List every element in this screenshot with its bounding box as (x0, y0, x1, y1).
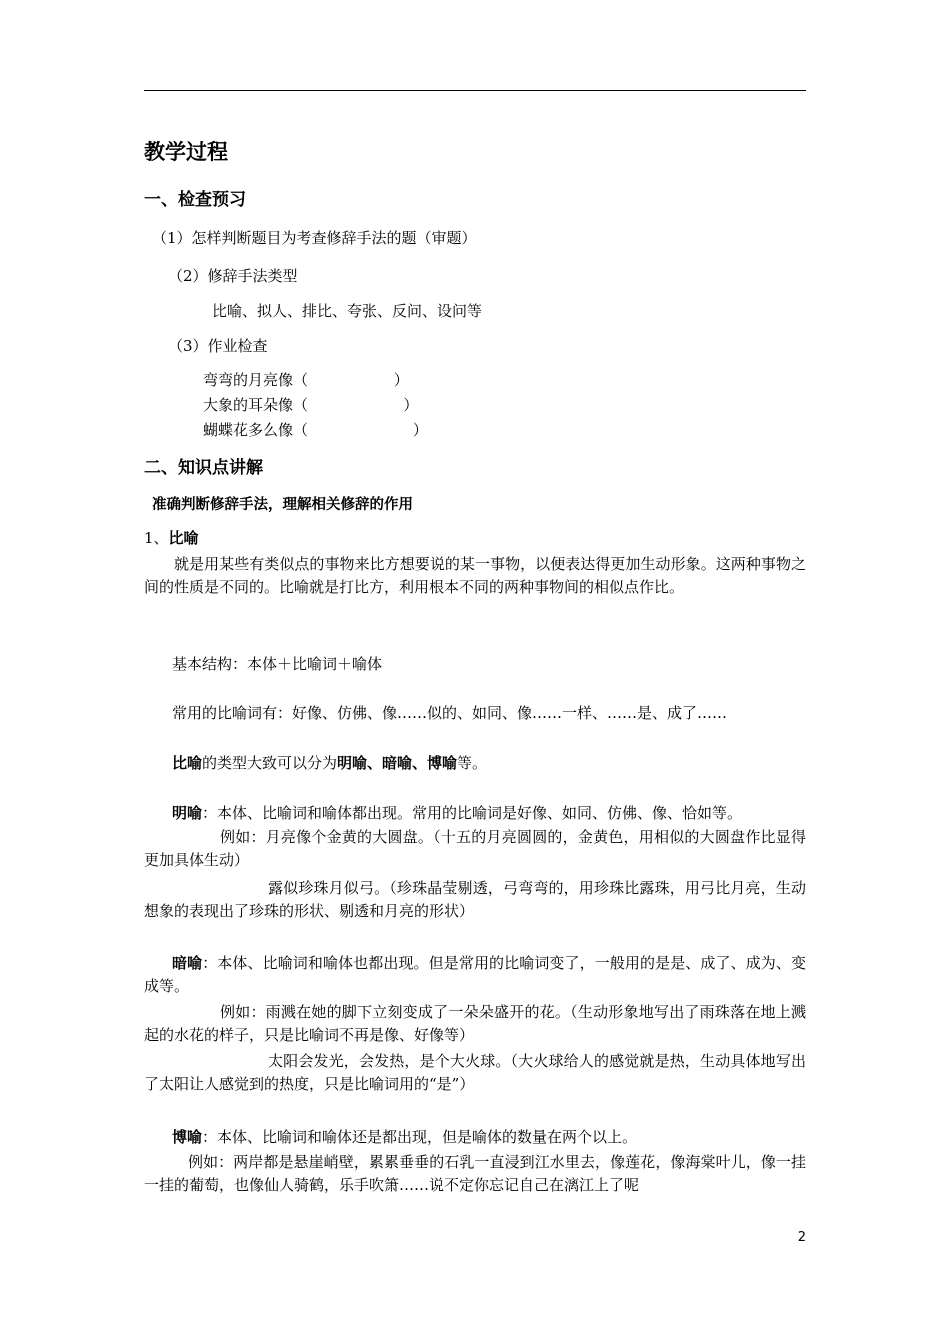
point-1-title (144, 527, 806, 550)
section1-heading: 一、检查预习 (144, 190, 246, 210)
mingyu-example-2: 露似珍珠月似弓。（珍珠晶莹剔透，弓弯弯的，用珍珠比露珠，用弓比月亮，生动想象的表现出了珍珠的形状、剔透和月亮的形状） (144, 879, 806, 920)
rhetoric-types: 比喻、拟人、排比、夸张、反问、设问等 (212, 302, 483, 320)
metaphor-types (172, 752, 834, 775)
anyu-example-1: 例如：雨溅在她的脚下立刻变成了一朵朵盛开的花。（生动形象地写出了雨珠落在地上溅起的水花的样子，只是比喻词不再是像、好像等） (144, 1003, 806, 1044)
anyu-label: 暗喻 (172, 954, 203, 972)
section2-subheading: 准确判断修辞手法，理解相关修辞的作用 (152, 497, 413, 513)
boyu-label: 博喻 (172, 1128, 203, 1146)
types-text-1: 的类型大致可以分为 (202, 754, 338, 772)
boyu-example-1: 例如：两岸都是悬崖峭壁，累累垂垂的石乳一直浸到江水里去，像莲花，像海棠叶儿，像一挂一挂的葡萄，也像仙人骑鹤，乐手吹箫……说不定你忘记自己在漓江上了呢 (144, 1153, 806, 1194)
mingyu-desc: ：本体、比喻词和喻体都出现。常用的比喻词是好像、如同、仿佛、像、恰如等。 (202, 804, 743, 822)
types-bold-2: 明喻、暗喻、博喻 (337, 754, 458, 772)
preview-item-1: （1）怎样判断题目为考查修辞手法的题（审题） (152, 229, 477, 247)
section2-heading: 二、知识点讲解 (144, 458, 263, 478)
mingyu-definition (144, 802, 806, 825)
anyu-desc: ：本体、比喻词和喻体也都出现。但是常用的比喻词变了，一般用的是是、成了、成为、变成等。 (144, 954, 806, 995)
preview-item-2: （2）修辞手法类型 (168, 267, 298, 285)
homework-line: 蝴蝶花多么像（ ） (203, 421, 428, 439)
types-text-2: 等。 (457, 754, 488, 772)
mingyu-example-1: 例如：月亮像个金黄的大圆盘。（十五的月亮圆圆的，金黄色，用相似的大圆盘作比显得更加具体生动） (144, 828, 806, 869)
boyu-desc: ：本体、比喻词和喻体还是都出现，但是喻体的数量在两个以上。 (202, 1128, 638, 1146)
mingyu-label: 明喻 (172, 804, 203, 822)
header-rule (144, 90, 806, 91)
homework-line: 弯弯的月亮像（ ） (203, 371, 409, 389)
anyu-definition (144, 952, 806, 998)
point-title: 比喻 (168, 529, 199, 547)
basic-structure: 基本结构：本体＋比喻词＋喻体 (172, 655, 383, 673)
page-title: 教学过程 (144, 140, 228, 164)
point-number: 1、 (144, 529, 169, 547)
common-words: 常用的比喻词有：好像、仿佛、像……似的、如同、像……一样、……是、成了…… (172, 704, 728, 722)
types-bold-1: 比喻 (172, 754, 203, 772)
preview-item-3: （3）作业检查 (168, 337, 268, 355)
anyu-example-2: 太阳会发光，会发热，是个大火球。（大火球给人的感觉就是热，生动具体地写出了太阳让人感觉到的热度，只是比喻词用的“是”） (144, 1052, 806, 1093)
metaphor-definition: 就是用某些有类似点的事物来比方想要说的某一事物，以便表达得更加生动形象。这两种事物之间的性质是不同的。比喻就是打比方，利用根本不同的两种事物间的相似点作比。 (144, 555, 806, 596)
page-number: 2 (797, 1230, 806, 1245)
boyu-definition (144, 1126, 806, 1149)
homework-line: 大象的耳朵像（ ） (203, 396, 419, 414)
